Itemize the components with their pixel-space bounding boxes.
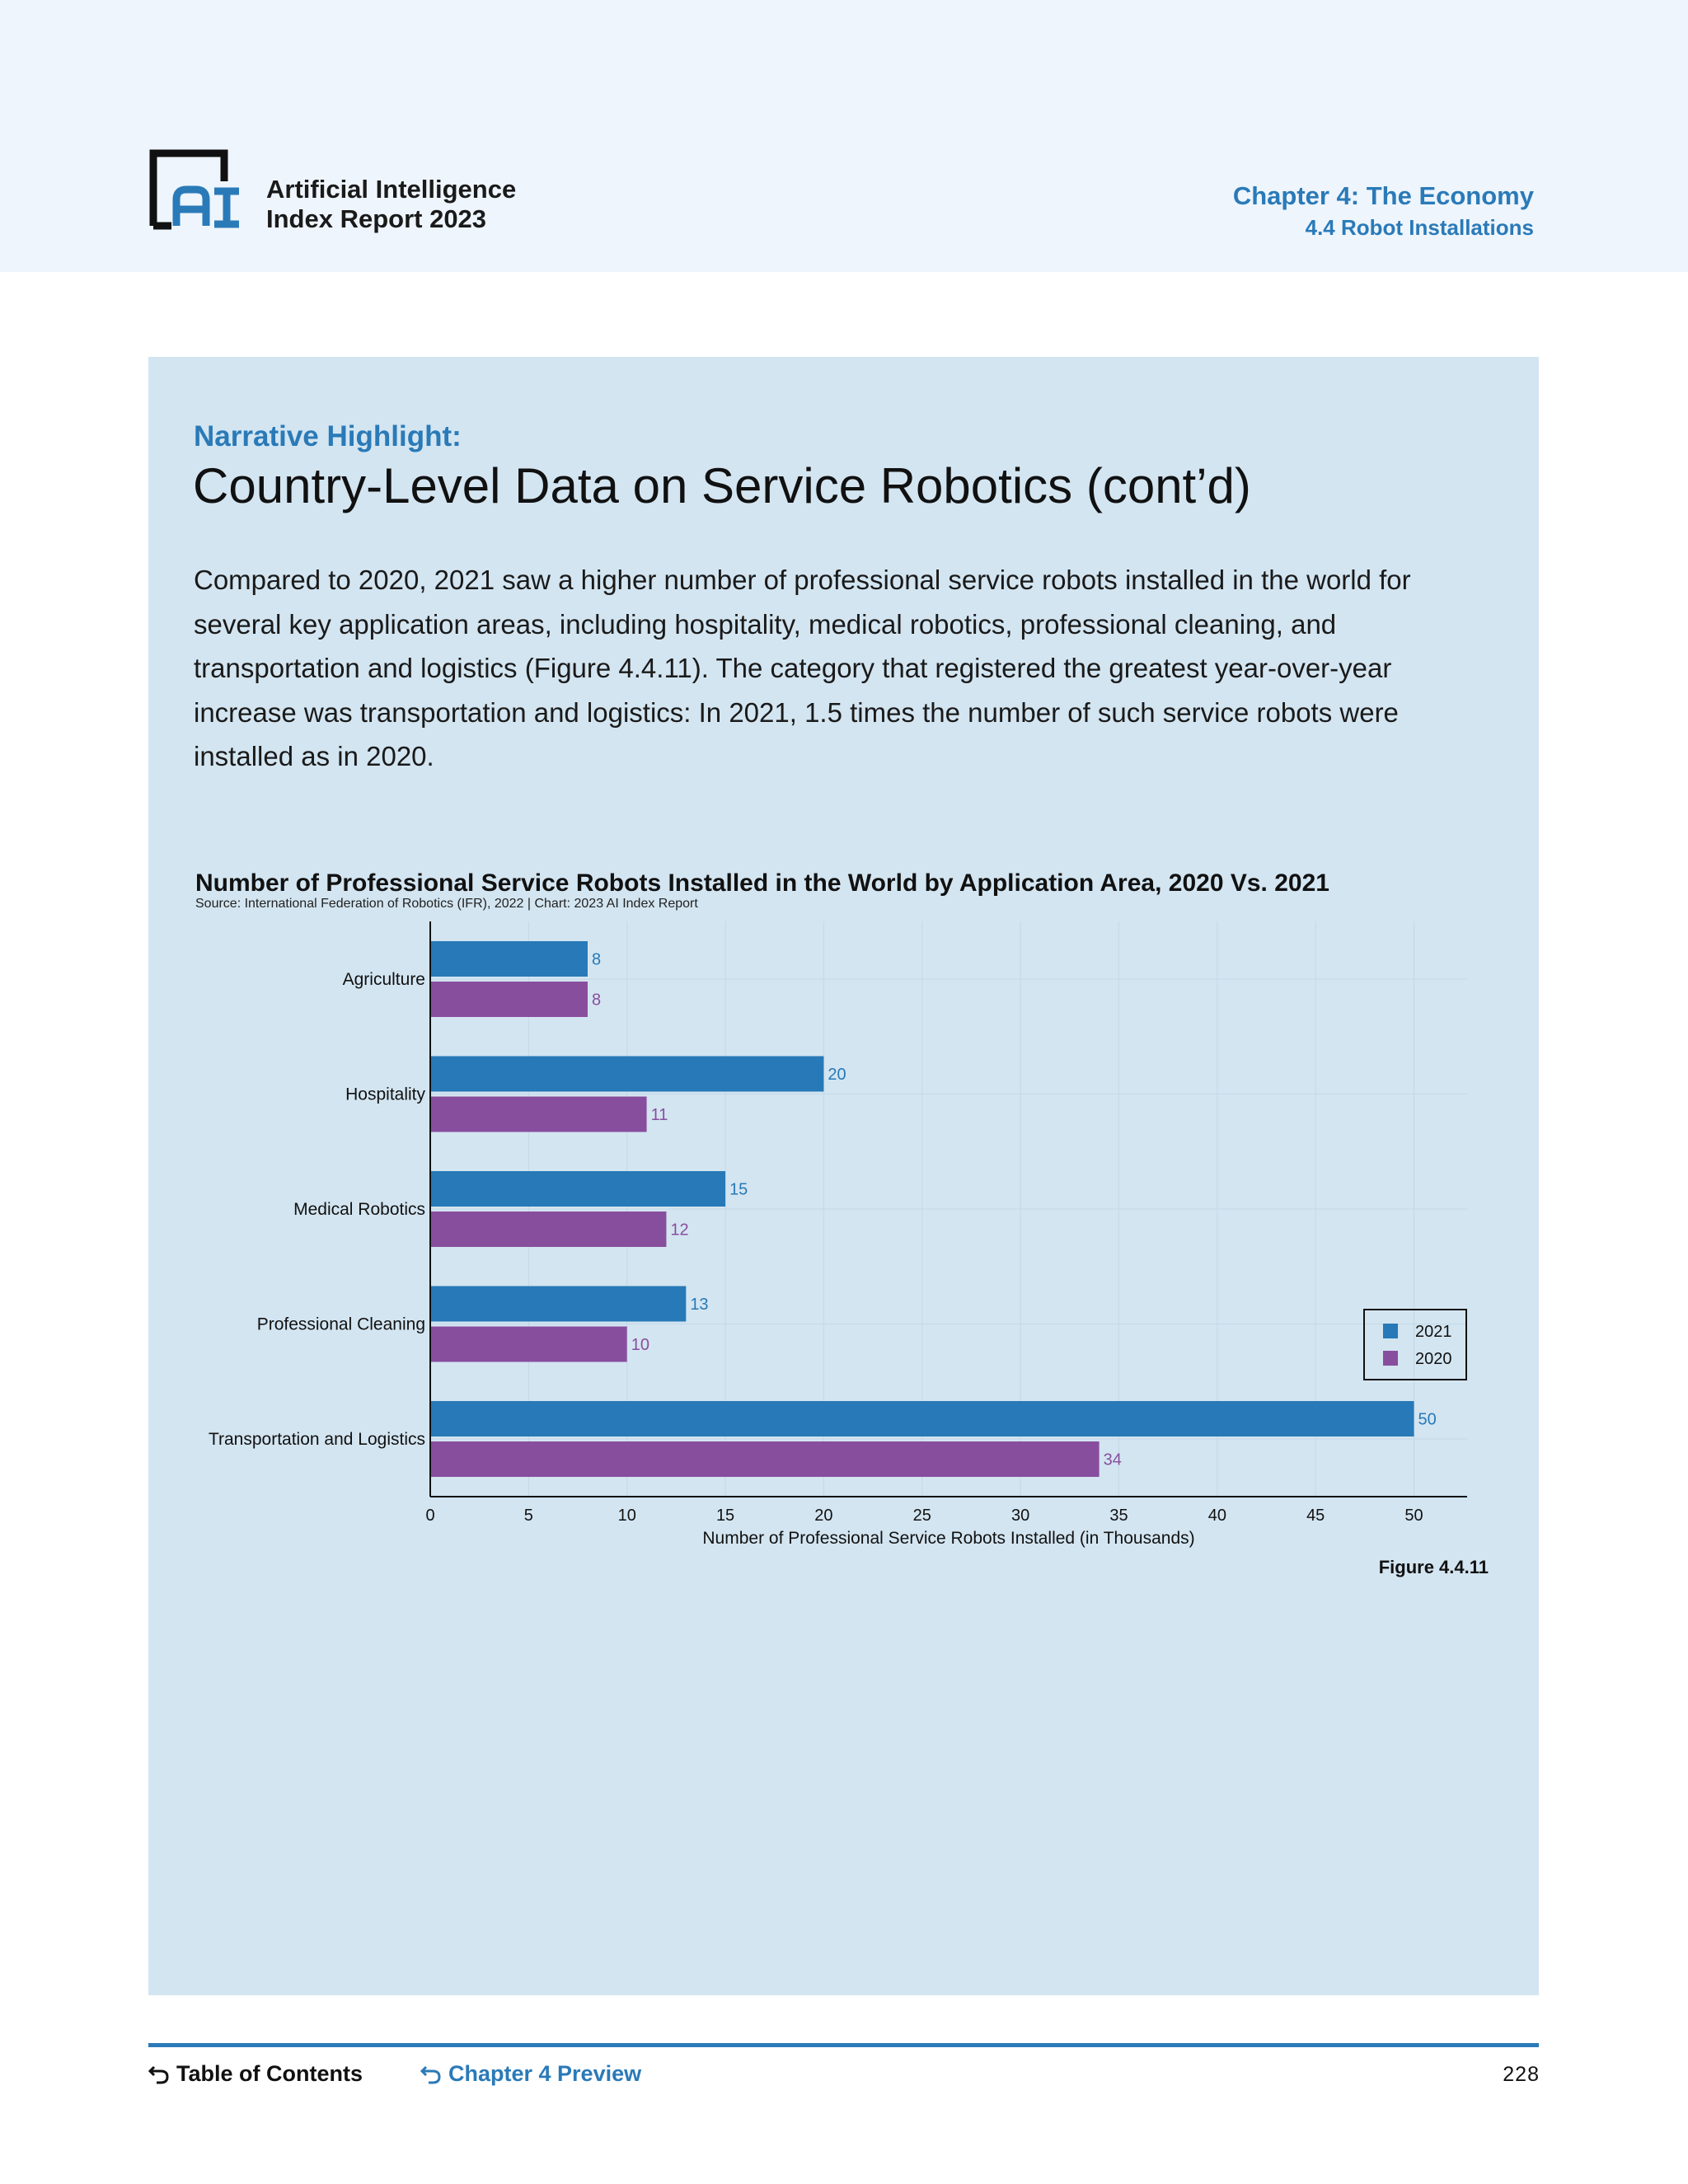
bar-2020	[430, 1097, 647, 1132]
chart-source: Source: International Federation of Robotics (IFR), 2022 | Chart: 2023 AI Index Report	[195, 897, 698, 911]
return-arrow-icon	[420, 2064, 442, 2085]
x-tick-label: 40	[1207, 1507, 1226, 1525]
data-label: 8	[591, 950, 602, 969]
category-label: Medical Robotics	[293, 1200, 425, 1219]
chapter-preview-link[interactable]	[420, 2061, 641, 2087]
table-of-contents-link[interactable]	[148, 2061, 363, 2087]
bar-2020	[430, 982, 588, 1017]
data-label: 10	[631, 1336, 649, 1354]
x-axis-label: Number of Professional Service Robots Installed (in Thousands)	[702, 1529, 1195, 1548]
bar-2021	[430, 1401, 1414, 1436]
x-tick-label: 15	[715, 1507, 735, 1525]
bar-2020	[430, 1441, 1100, 1477]
category-label: Transportation and Logistics	[208, 1430, 425, 1449]
narrative-eyebrow: Narrative Highlight:	[194, 420, 462, 452]
x-tick-label: 45	[1306, 1507, 1325, 1525]
x-tick-label: 50	[1404, 1507, 1423, 1525]
table-of-contents-label: Table of Contents	[176, 2061, 363, 2086]
legend-box	[1364, 1310, 1466, 1380]
x-tick-label: 20	[814, 1507, 833, 1525]
legend-label: 2020	[1415, 1350, 1452, 1368]
category-label: Professional Cleaning	[256, 1315, 425, 1334]
x-tick-label: 10	[617, 1507, 636, 1525]
bar-2021	[430, 1057, 823, 1092]
x-tick-label: 25	[912, 1507, 931, 1525]
category-label: Hospitality	[345, 1085, 425, 1104]
data-label: 13	[690, 1296, 709, 1314]
data-label: 12	[670, 1221, 689, 1240]
bar-2021	[430, 1171, 725, 1207]
data-label: 50	[1418, 1410, 1437, 1429]
section-title[interactable]: 4.4 Robot Installations	[1305, 215, 1534, 240]
bar-2020	[430, 1212, 666, 1247]
bar-2021	[430, 941, 588, 977]
chapter-preview-label: Chapter 4 Preview	[448, 2061, 642, 2086]
x-tick-label: 0	[425, 1507, 435, 1525]
report-title-line1: Artificial Intelligence	[266, 175, 517, 204]
page-number: 228	[1503, 2063, 1540, 2086]
bar-2021	[430, 1286, 686, 1322]
data-label: 15	[729, 1180, 748, 1199]
data-label: 8	[591, 991, 602, 1010]
data-label: 11	[650, 1106, 668, 1124]
data-label: 34	[1103, 1451, 1122, 1469]
chapter-title[interactable]: Chapter 4: The Economy	[1232, 181, 1534, 210]
narrative-body: Compared to 2020, 2021 saw a higher number of professional service robots installed in the world for several key application areas, including hospitality, medical robotics, professional cleaning, and transportation and logistics (Figure 4.4.11). The category that registered the greatest year-over-year increase was transportation and logistics: In 2021, 1.5 times the number of such service robots were installed as in 2020.	[194, 565, 1411, 771]
legend-swatch-2021	[1383, 1324, 1398, 1338]
report-title-line2: Index Report 2023	[266, 204, 487, 233]
legend-swatch-2020	[1383, 1351, 1398, 1366]
chart-title: Number of Professional Service Robots Installed in the World by Application Area, 2020 Vs. 2021	[195, 869, 1329, 897]
figure-label: Figure 4.4.11	[1378, 1557, 1489, 1577]
legend-label: 2021	[1415, 1323, 1452, 1341]
footer-divider	[148, 2043, 1539, 2047]
x-tick-label: 30	[1011, 1507, 1030, 1525]
return-arrow-icon	[148, 2064, 170, 2085]
x-tick-label: 35	[1109, 1507, 1128, 1525]
category-label: Agriculture	[342, 970, 425, 989]
data-label: 20	[828, 1066, 846, 1084]
bar-2020	[430, 1327, 627, 1362]
x-tick-label: 5	[523, 1507, 533, 1525]
narrative-title: Country-Level Data on Service Robotics (cont’d)	[193, 458, 1251, 513]
